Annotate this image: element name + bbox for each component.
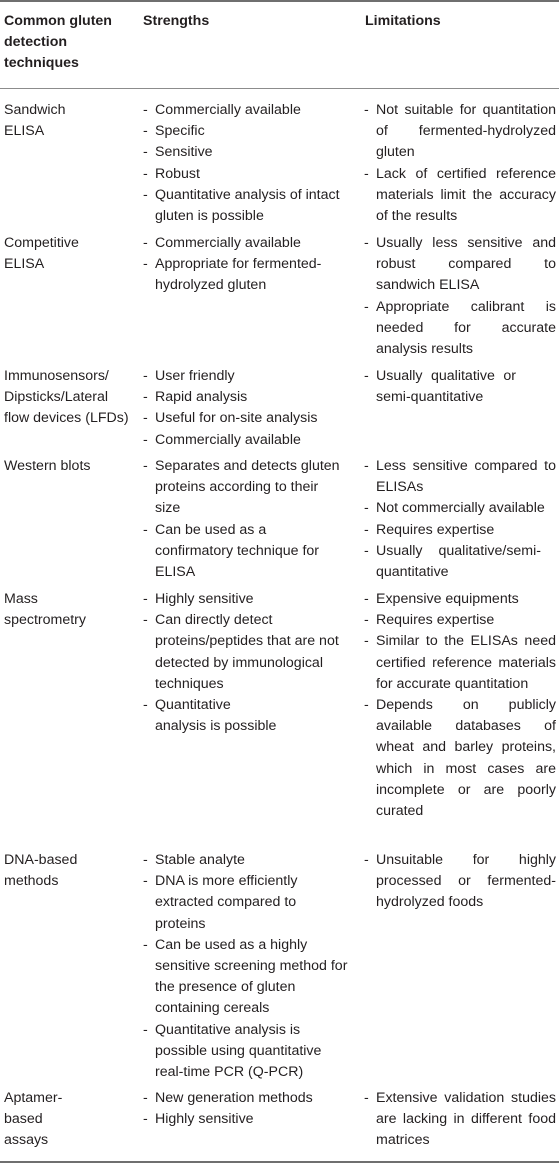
technique-name: Mass spectrometry — [4, 591, 86, 629]
list-item: - New generation methods — [143, 1088, 348, 1109]
strengths-list — [143, 589, 348, 737]
list-item: - Appropriate for fermented-hydrolyzed gluten — [143, 254, 348, 296]
list-item: - Rapid analysis — [143, 387, 348, 408]
list-item: - Separates and detects gluten proteins according to their size — [143, 456, 345, 520]
list-item: - Quantitative analysis of intact gluten is possible — [143, 185, 348, 227]
list-item: - Similar to the ELISAs need certified reference materials for accurate quantitation — [364, 631, 556, 695]
limitations-list — [364, 366, 556, 408]
list-item: - Appropriate calibrant is needed for accurate analysis results — [364, 297, 556, 361]
list-item: - Requires expertise — [364, 520, 556, 541]
header-technique: Common gluten detection techniques — [4, 13, 112, 72]
list-item: - Unsuitable for highly processed or fermented-hydrolyzed foods — [364, 850, 556, 914]
list-item: - Usually qualitative/semi-quantitative — [364, 541, 541, 583]
technique-name: Sandwich ELISA — [4, 102, 66, 140]
list-item: - Usually less sensitive and robust compared to sandwich ELISA — [364, 233, 556, 297]
list-item: - Not suitable for quantitation of fermented-hydrolyzed gluten — [364, 100, 556, 164]
list-item: - Sensitive — [143, 142, 348, 163]
header-strengths: Strengths — [143, 13, 210, 29]
strengths-list — [143, 366, 348, 451]
list-item: - Less sensitive compared to ELISAs — [364, 456, 556, 498]
list-item: - Can be used as a highly sensitive screening method for the presence of gluten containing cereals — [143, 935, 348, 1020]
limitations-list — [364, 233, 556, 360]
list-item: - Highly sensitive — [143, 1109, 348, 1130]
list-item: - Commercially available — [143, 233, 348, 254]
limitations-list — [364, 456, 556, 583]
list-item: - Highly sensitive — [143, 589, 348, 610]
list-item: - Commercially available — [143, 430, 348, 451]
limitations-list — [364, 589, 556, 822]
list-item: - Robust — [143, 164, 348, 185]
technique-name: Immunosensors/ Dipsticks/Lateral flow devices (LFDs) — [4, 368, 129, 427]
list-item: - Useful for on-site analysis — [143, 408, 348, 429]
list-item: - Usually qualitative or semi-quantitative — [364, 366, 516, 408]
list-item: - Lack of certified reference materials limit the accuracy of the results — [364, 164, 556, 228]
list-item: - Specific — [143, 121, 348, 142]
list-item: - Extensive validation studies are lacking in different food matrices — [364, 1088, 556, 1152]
list-item: - Can be used as a confirmatory technique for ELISA — [143, 520, 330, 584]
header-rule — [0, 88, 559, 89]
table-bottom-rule — [0, 1161, 559, 1163]
list-item: - Can directly detect proteins/peptides that are not detected by immunological techniques — [143, 610, 348, 695]
list-item: - Expensive equipments — [364, 589, 556, 610]
list-item: - Requires expertise — [364, 610, 556, 631]
technique-name: Western blots — [4, 458, 91, 474]
technique-name: DNA-based methods — [4, 852, 78, 890]
technique-name: Aptamer-based assays — [4, 1090, 63, 1149]
limitations-list — [364, 100, 556, 227]
limitations-list — [364, 850, 556, 914]
header-limitations: Limitations — [365, 13, 441, 29]
list-item: - Commercially available — [143, 100, 348, 121]
list-item: - Quantitative analysis is possible — [143, 695, 285, 737]
list-item: - Quantitative analysis is possible using quantitative real-time PCR (Q-PCR) — [143, 1020, 348, 1084]
strengths-list — [143, 100, 348, 227]
strengths-list — [143, 1088, 348, 1130]
strengths-list — [143, 850, 348, 1083]
list-item: - User friendly — [143, 366, 348, 387]
list-item: - DNA is more efficiently extracted compared to proteins — [143, 871, 348, 935]
strengths-list — [143, 456, 348, 583]
list-item: - Not commercially available — [364, 498, 556, 519]
strengths-list — [143, 233, 348, 297]
list-item: - Depends on publicly available databases of wheat and barley proteins, which in most cases are incomplete or are poorly curated — [364, 695, 556, 822]
technique-name: Competitive ELISA — [4, 235, 79, 273]
table-top-rule — [0, 0, 559, 2]
list-item: - Stable analyte — [143, 850, 348, 871]
limitations-list — [364, 1088, 556, 1152]
